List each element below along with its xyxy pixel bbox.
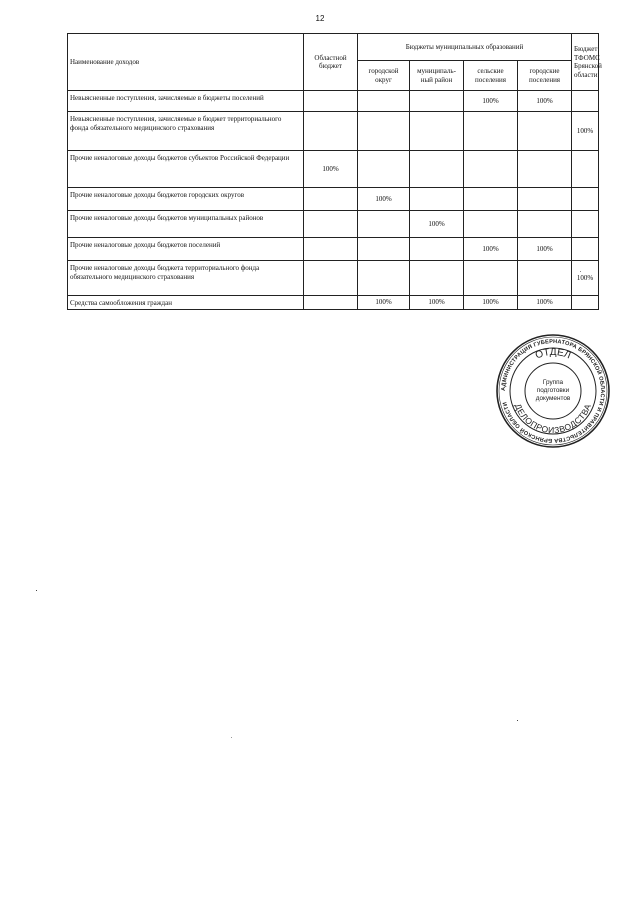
municipal-district-cell: 100% xyxy=(410,296,464,310)
urban-cell xyxy=(518,211,572,238)
municipal-district-cell xyxy=(410,91,464,112)
urban-cell: 100% xyxy=(518,91,572,112)
urban-cell xyxy=(518,151,572,188)
rural-cell xyxy=(464,211,518,238)
city-district-cell: 100% xyxy=(358,296,410,310)
urban-cell: 100% xyxy=(518,296,572,310)
rural-cell: 100% xyxy=(464,296,518,310)
table-row xyxy=(68,238,599,261)
rural-cell: 100% xyxy=(464,238,518,261)
page-number: 12 xyxy=(315,14,325,23)
tfoms-cell xyxy=(572,211,599,238)
income-name: Средства самообложения граждан xyxy=(68,296,304,310)
table-row xyxy=(68,211,599,238)
stamp-center-line-1: Группа xyxy=(542,379,564,386)
table-row xyxy=(68,91,599,112)
urban-cell xyxy=(518,188,572,211)
tfoms-cell xyxy=(572,91,599,112)
table-row xyxy=(68,112,599,151)
income-name: Прочие неналоговые доходы бюджета территориального фонда обязательного медицинского страхования xyxy=(68,261,304,296)
income-name: Невыясненные поступления, зачисляемые в бюджет территориального фонда обязательного медицинского страхования xyxy=(68,112,304,151)
header-municipal-district: муниципаль-ный район xyxy=(410,61,464,91)
city-district-cell xyxy=(358,91,410,112)
city-district-cell: 100% xyxy=(358,188,410,211)
table-row xyxy=(68,261,599,296)
regional-cell xyxy=(304,112,358,151)
tfoms-cell xyxy=(572,188,599,211)
scan-speck xyxy=(36,590,37,591)
municipal-district-cell xyxy=(410,188,464,211)
municipal-district-cell xyxy=(410,112,464,151)
municipal-district-cell: 100% xyxy=(410,211,464,238)
regional-cell xyxy=(304,238,358,261)
income-name: Прочие неналоговые доходы бюджетов поселений xyxy=(68,238,304,261)
income-name: Невыясненные поступления, зачисляемые в бюджеты поселений xyxy=(68,91,304,112)
urban-cell xyxy=(518,112,572,151)
header-municipal-budgets: Бюджеты муниципальных образований xyxy=(358,34,572,61)
tfoms-cell: 100% xyxy=(572,112,599,151)
tfoms-cell xyxy=(572,238,599,261)
regional-cell xyxy=(304,211,358,238)
rural-cell xyxy=(464,261,518,296)
municipal-district-cell xyxy=(410,238,464,261)
table-row xyxy=(68,151,599,188)
city-district-cell xyxy=(358,211,410,238)
scan-speck xyxy=(517,720,518,721)
header-regional-budget: Областной бюджет xyxy=(304,34,358,91)
header-tfoms: Бюджет ТФОМС Брянской области xyxy=(572,34,599,91)
city-district-cell xyxy=(358,151,410,188)
city-district-cell xyxy=(358,261,410,296)
regional-cell xyxy=(304,261,358,296)
header-city-district: городской округ xyxy=(358,61,410,91)
stamp-center-line-2: подготовки xyxy=(536,387,570,394)
rural-cell xyxy=(464,151,518,188)
municipal-district-cell xyxy=(410,151,464,188)
urban-cell xyxy=(518,261,572,296)
header-name: Наименование доходов xyxy=(68,34,304,91)
municipal-district-cell xyxy=(410,261,464,296)
income-name: Прочие неналоговые доходы бюджетов городских округов xyxy=(68,188,304,211)
regional-cell xyxy=(304,296,358,310)
scan-speck xyxy=(231,737,232,738)
urban-cell: 100% xyxy=(518,238,572,261)
table-row xyxy=(68,296,599,310)
revenue-distribution-table xyxy=(67,33,602,310)
rural-cell xyxy=(464,188,518,211)
table-row xyxy=(68,188,599,211)
stamp-center-line-3: документов xyxy=(535,395,571,402)
city-district-cell xyxy=(358,112,410,151)
income-name: Прочие неналоговые доходы бюджетов муниципальных районов xyxy=(68,211,304,238)
regional-cell: 100% xyxy=(304,151,358,188)
regional-cell xyxy=(304,91,358,112)
stamp-top-text: ОТДЕЛ xyxy=(533,346,573,362)
header-rural-settlements: сельские поселения xyxy=(464,61,518,91)
rural-cell: 100% xyxy=(464,91,518,112)
tfoms-cell: 100% xyxy=(572,261,599,296)
rural-cell xyxy=(464,112,518,151)
tfoms-cell xyxy=(572,296,599,310)
city-district-cell xyxy=(358,238,410,261)
income-name: Прочие неналоговые доходы бюджетов субъектов Российской Федерации xyxy=(68,151,304,188)
scan-speck xyxy=(580,271,581,272)
stamp-middle-text: ДЕЛОПРОИЗВОДСТВА xyxy=(512,402,594,436)
department-stamp xyxy=(495,333,611,449)
header-urban-settlements: городские поселения xyxy=(518,61,572,91)
stamp-outer-text: АДМИНИСТРАЦИЯ ГУБЕРНАТОРА БРЯНСКОЙ ОБЛАСТИ И ПРАВИТЕЛЬСТВА БРЯНСКОЙ ОБЛАСТИ xyxy=(500,338,606,444)
tfoms-cell xyxy=(572,151,599,188)
regional-cell xyxy=(304,188,358,211)
svg-text:ОТДЕЛ xyxy=(534,347,572,362)
